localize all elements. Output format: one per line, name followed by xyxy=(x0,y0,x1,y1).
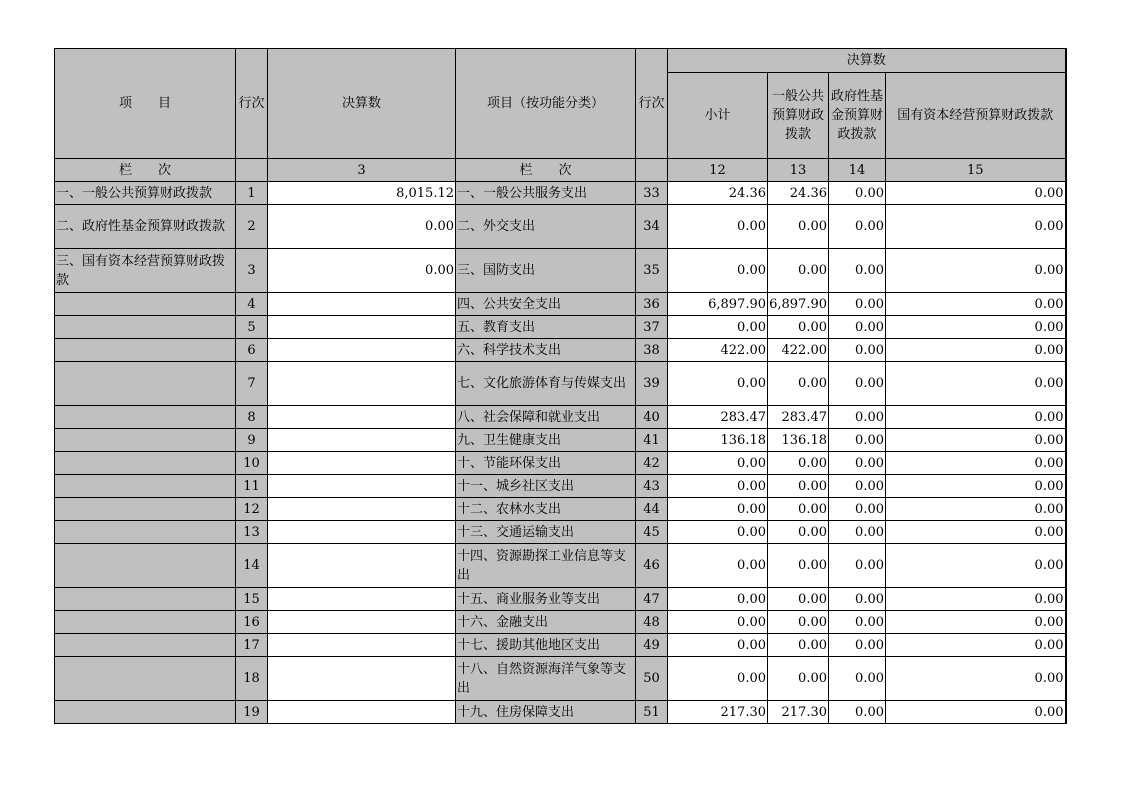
left-item-cell xyxy=(55,316,236,339)
left-item-cell xyxy=(55,611,236,634)
right-item-cell: 七、文化旅游体育与传媒支出 xyxy=(456,362,636,406)
right-item-cell: 十、节能环保支出 xyxy=(456,452,636,475)
state-capital-cell: 0.00 xyxy=(886,498,1066,521)
gov-fund-cell: 0.00 xyxy=(829,293,886,316)
col-label-right: 栏 次 xyxy=(456,159,636,182)
state-capital-cell: 0.00 xyxy=(886,588,1066,611)
right-item-cell: 十九、住房保障支出 xyxy=(456,701,636,724)
general-public-cell: 6,897.90 xyxy=(768,293,829,316)
general-public-cell: 0.00 xyxy=(768,634,829,657)
gov-fund-cell: 0.00 xyxy=(829,362,886,406)
header-gov-fund: 政府性基金预算财政拨款 xyxy=(829,73,886,159)
table-row xyxy=(55,339,1066,362)
left-amount-cell: 0.00 xyxy=(268,249,456,293)
state-capital-cell: 0.00 xyxy=(886,316,1066,339)
right-item-cell: 五、教育支出 xyxy=(456,316,636,339)
right-item-cell: 十六、金融支出 xyxy=(456,611,636,634)
subtotal-cell: 136.18 xyxy=(668,429,768,452)
gov-fund-cell: 0.00 xyxy=(829,701,886,724)
header-subtotal: 小计 xyxy=(668,73,768,159)
subtotal-cell: 217.30 xyxy=(668,701,768,724)
left-item-cell xyxy=(55,406,236,429)
left-item-cell xyxy=(55,657,236,701)
right-row-no-cell: 44 xyxy=(636,498,668,521)
table-row xyxy=(55,657,1066,701)
header-state-capital: 国有资本经营预算财政拨款 xyxy=(886,73,1066,159)
left-item-cell xyxy=(55,452,236,475)
left-item-cell: 二、政府性基金预算财政拨款 xyxy=(55,205,236,249)
left-amount-cell: 0.00 xyxy=(268,205,456,249)
right-row-no-cell: 37 xyxy=(636,316,668,339)
left-row-no-cell: 9 xyxy=(236,429,268,452)
right-item-cell: 十五、商业服务业等支出 xyxy=(456,588,636,611)
subtotal-cell: 0.00 xyxy=(668,544,768,588)
right-row-no-cell: 42 xyxy=(636,452,668,475)
subtotal-cell: 0.00 xyxy=(668,362,768,406)
left-amount-cell xyxy=(268,657,456,701)
right-item-cell: 十二、农林水支出 xyxy=(456,498,636,521)
left-row-no-cell: 16 xyxy=(236,611,268,634)
gov-fund-cell: 0.00 xyxy=(829,611,886,634)
left-row-no-cell: 1 xyxy=(236,182,268,205)
state-capital-cell: 0.00 xyxy=(886,634,1066,657)
right-row-no-cell: 40 xyxy=(636,406,668,429)
header-final-amount: 决算数 xyxy=(268,49,456,159)
right-row-no-cell: 49 xyxy=(636,634,668,657)
subtotal-cell: 0.00 xyxy=(668,588,768,611)
left-row-no-cell: 11 xyxy=(236,475,268,498)
subtotal-cell: 0.00 xyxy=(668,498,768,521)
left-amount-cell xyxy=(268,611,456,634)
right-row-no-cell: 50 xyxy=(636,657,668,701)
right-item-cell: 十八、自然资源海洋气象等支出 xyxy=(456,657,636,701)
general-public-cell: 0.00 xyxy=(768,249,829,293)
gov-fund-cell: 0.00 xyxy=(829,406,886,429)
left-amount-cell xyxy=(268,339,456,362)
state-capital-cell: 0.00 xyxy=(886,182,1066,205)
right-row-no-cell: 51 xyxy=(636,701,668,724)
left-row-no-cell: 14 xyxy=(236,544,268,588)
table-row xyxy=(55,406,1066,429)
right-row-no-cell: 36 xyxy=(636,293,668,316)
col-label-left: 栏 次 xyxy=(55,159,236,182)
right-row-no-cell: 35 xyxy=(636,249,668,293)
table-body xyxy=(55,182,1066,724)
right-row-no-cell: 34 xyxy=(636,205,668,249)
right-row-no-cell: 43 xyxy=(636,475,668,498)
left-item-cell xyxy=(55,475,236,498)
left-item-cell xyxy=(55,521,236,544)
gov-fund-cell: 0.00 xyxy=(829,521,886,544)
general-public-cell: 422.00 xyxy=(768,339,829,362)
left-item-cell xyxy=(55,701,236,724)
left-row-no-cell: 19 xyxy=(236,701,268,724)
gov-fund-cell: 0.00 xyxy=(829,316,886,339)
appropriation-expenditure-table xyxy=(54,48,1067,724)
subtotal-cell: 0.00 xyxy=(668,316,768,339)
header-general-public: 一般公共预算财政拨款 xyxy=(768,73,829,159)
general-public-cell: 283.47 xyxy=(768,406,829,429)
gov-fund-cell: 0.00 xyxy=(829,452,886,475)
left-amount-cell xyxy=(268,475,456,498)
left-amount-cell xyxy=(268,588,456,611)
state-capital-cell: 0.00 xyxy=(886,521,1066,544)
state-capital-cell: 0.00 xyxy=(886,339,1066,362)
general-public-cell: 136.18 xyxy=(768,429,829,452)
subtotal-cell: 0.00 xyxy=(668,521,768,544)
gov-fund-cell: 0.00 xyxy=(829,657,886,701)
state-capital-cell: 0.00 xyxy=(886,429,1066,452)
header-item: 项 目 xyxy=(55,49,236,159)
general-public-cell: 0.00 xyxy=(768,475,829,498)
col-num-13: 13 xyxy=(768,159,829,182)
state-capital-cell: 0.00 xyxy=(886,452,1066,475)
right-item-cell: 十一、城乡社区支出 xyxy=(456,475,636,498)
table-row xyxy=(55,521,1066,544)
col-num-12: 12 xyxy=(668,159,768,182)
left-amount-cell xyxy=(268,701,456,724)
right-item-cell: 十四、资源勘探工业信息等支出 xyxy=(456,544,636,588)
right-row-no-cell: 47 xyxy=(636,588,668,611)
general-public-cell: 0.00 xyxy=(768,205,829,249)
right-row-no-cell: 38 xyxy=(636,339,668,362)
table-row xyxy=(55,429,1066,452)
gov-fund-cell: 0.00 xyxy=(829,475,886,498)
state-capital-cell: 0.00 xyxy=(886,205,1066,249)
subtotal-cell: 6,897.90 xyxy=(668,293,768,316)
subtotal-cell: 422.00 xyxy=(668,339,768,362)
table-row xyxy=(55,362,1066,406)
left-row-no-cell: 12 xyxy=(236,498,268,521)
table-row xyxy=(55,293,1066,316)
subtotal-cell: 0.00 xyxy=(668,452,768,475)
left-item-cell: 三、国有资本经营预算财政拨款 xyxy=(55,249,236,293)
table-row xyxy=(55,611,1066,634)
table-row xyxy=(55,452,1066,475)
table-row xyxy=(55,588,1066,611)
subtotal-cell: 0.00 xyxy=(668,475,768,498)
left-row-no-cell: 15 xyxy=(236,588,268,611)
left-row-no-cell: 2 xyxy=(236,205,268,249)
right-row-no-cell: 41 xyxy=(636,429,668,452)
left-item-cell xyxy=(55,293,236,316)
general-public-cell: 0.00 xyxy=(768,588,829,611)
left-row-no-cell: 7 xyxy=(236,362,268,406)
subtotal-cell: 0.00 xyxy=(668,205,768,249)
left-item-cell xyxy=(55,339,236,362)
col-blank-1 xyxy=(236,159,268,182)
col-num-14: 14 xyxy=(829,159,886,182)
subtotal-cell: 24.36 xyxy=(668,182,768,205)
general-public-cell: 0.00 xyxy=(768,452,829,475)
gov-fund-cell: 0.00 xyxy=(829,205,886,249)
table-row xyxy=(55,498,1066,521)
right-item-cell: 六、科学技术支出 xyxy=(456,339,636,362)
header-row-no: 行次 xyxy=(236,49,268,159)
gov-fund-cell: 0.00 xyxy=(829,182,886,205)
table-row xyxy=(55,634,1066,657)
left-amount-cell xyxy=(268,498,456,521)
col-blank-2 xyxy=(636,159,668,182)
left-amount-cell xyxy=(268,316,456,339)
subtotal-cell: 283.47 xyxy=(668,406,768,429)
left-row-no-cell: 18 xyxy=(236,657,268,701)
subtotal-cell: 0.00 xyxy=(668,657,768,701)
general-public-cell: 24.36 xyxy=(768,182,829,205)
left-amount-cell xyxy=(268,362,456,406)
gov-fund-cell: 0.00 xyxy=(829,544,886,588)
header-row-no-2: 行次 xyxy=(636,49,668,159)
left-amount-cell xyxy=(268,521,456,544)
table-row xyxy=(55,182,1066,205)
left-amount-cell xyxy=(268,429,456,452)
general-public-cell: 0.00 xyxy=(768,498,829,521)
left-amount-cell xyxy=(268,544,456,588)
header-final-group: 决算数 xyxy=(668,49,1066,73)
left-row-no-cell: 17 xyxy=(236,634,268,657)
left-row-no-cell: 4 xyxy=(236,293,268,316)
table-row xyxy=(55,701,1066,724)
right-row-no-cell: 33 xyxy=(636,182,668,205)
col-num-15: 15 xyxy=(886,159,1066,182)
general-public-cell: 0.00 xyxy=(768,657,829,701)
right-item-cell: 三、国防支出 xyxy=(456,249,636,293)
header-item-functional: 项目（按功能分类） xyxy=(456,49,636,159)
table-row xyxy=(55,249,1066,293)
subtotal-cell: 0.00 xyxy=(668,611,768,634)
left-row-no-cell: 8 xyxy=(236,406,268,429)
left-amount-cell xyxy=(268,634,456,657)
state-capital-cell: 0.00 xyxy=(886,249,1066,293)
gov-fund-cell: 0.00 xyxy=(829,429,886,452)
gov-fund-cell: 0.00 xyxy=(829,249,886,293)
gov-fund-cell: 0.00 xyxy=(829,498,886,521)
state-capital-cell: 0.00 xyxy=(886,701,1066,724)
right-item-cell: 一、一般公共服务支出 xyxy=(456,182,636,205)
right-item-cell: 十三、交通运输支出 xyxy=(456,521,636,544)
table-row xyxy=(55,316,1066,339)
left-row-no-cell: 3 xyxy=(236,249,268,293)
table-row xyxy=(55,475,1066,498)
left-amount-cell xyxy=(268,452,456,475)
right-row-no-cell: 48 xyxy=(636,611,668,634)
gov-fund-cell: 0.00 xyxy=(829,634,886,657)
left-row-no-cell: 13 xyxy=(236,521,268,544)
left-item-cell: 一、一般公共预算财政拨款 xyxy=(55,182,236,205)
gov-fund-cell: 0.00 xyxy=(829,339,886,362)
left-item-cell xyxy=(55,498,236,521)
right-row-no-cell: 46 xyxy=(636,544,668,588)
left-amount-cell xyxy=(268,406,456,429)
gov-fund-cell: 0.00 xyxy=(829,588,886,611)
left-row-no-cell: 10 xyxy=(236,452,268,475)
right-item-cell: 八、社会保障和就业支出 xyxy=(456,406,636,429)
table-row xyxy=(55,544,1066,588)
general-public-cell: 0.00 xyxy=(768,521,829,544)
state-capital-cell: 0.00 xyxy=(886,293,1066,316)
state-capital-cell: 0.00 xyxy=(886,611,1066,634)
right-item-cell: 二、外交支出 xyxy=(456,205,636,249)
left-row-no-cell: 5 xyxy=(236,316,268,339)
general-public-cell: 0.00 xyxy=(768,544,829,588)
col-num-3: 3 xyxy=(268,159,456,182)
state-capital-cell: 0.00 xyxy=(886,362,1066,406)
general-public-cell: 217.30 xyxy=(768,701,829,724)
left-item-cell xyxy=(55,544,236,588)
table-row xyxy=(55,205,1066,249)
left-item-cell xyxy=(55,588,236,611)
left-row-no-cell: 6 xyxy=(236,339,268,362)
general-public-cell: 0.00 xyxy=(768,316,829,339)
subtotal-cell: 0.00 xyxy=(668,249,768,293)
left-item-cell xyxy=(55,634,236,657)
left-item-cell xyxy=(55,429,236,452)
right-row-no-cell: 39 xyxy=(636,362,668,406)
state-capital-cell: 0.00 xyxy=(886,544,1066,588)
left-amount-cell xyxy=(268,293,456,316)
general-public-cell: 0.00 xyxy=(768,362,829,406)
right-item-cell: 九、卫生健康支出 xyxy=(456,429,636,452)
left-item-cell xyxy=(55,362,236,406)
state-capital-cell: 0.00 xyxy=(886,406,1066,429)
right-item-cell: 四、公共安全支出 xyxy=(456,293,636,316)
state-capital-cell: 0.00 xyxy=(886,475,1066,498)
left-amount-cell: 8,015.12 xyxy=(268,182,456,205)
state-capital-cell: 0.00 xyxy=(886,657,1066,701)
general-public-cell: 0.00 xyxy=(768,611,829,634)
right-row-no-cell: 45 xyxy=(636,521,668,544)
right-item-cell: 十七、援助其他地区支出 xyxy=(456,634,636,657)
subtotal-cell: 0.00 xyxy=(668,634,768,657)
